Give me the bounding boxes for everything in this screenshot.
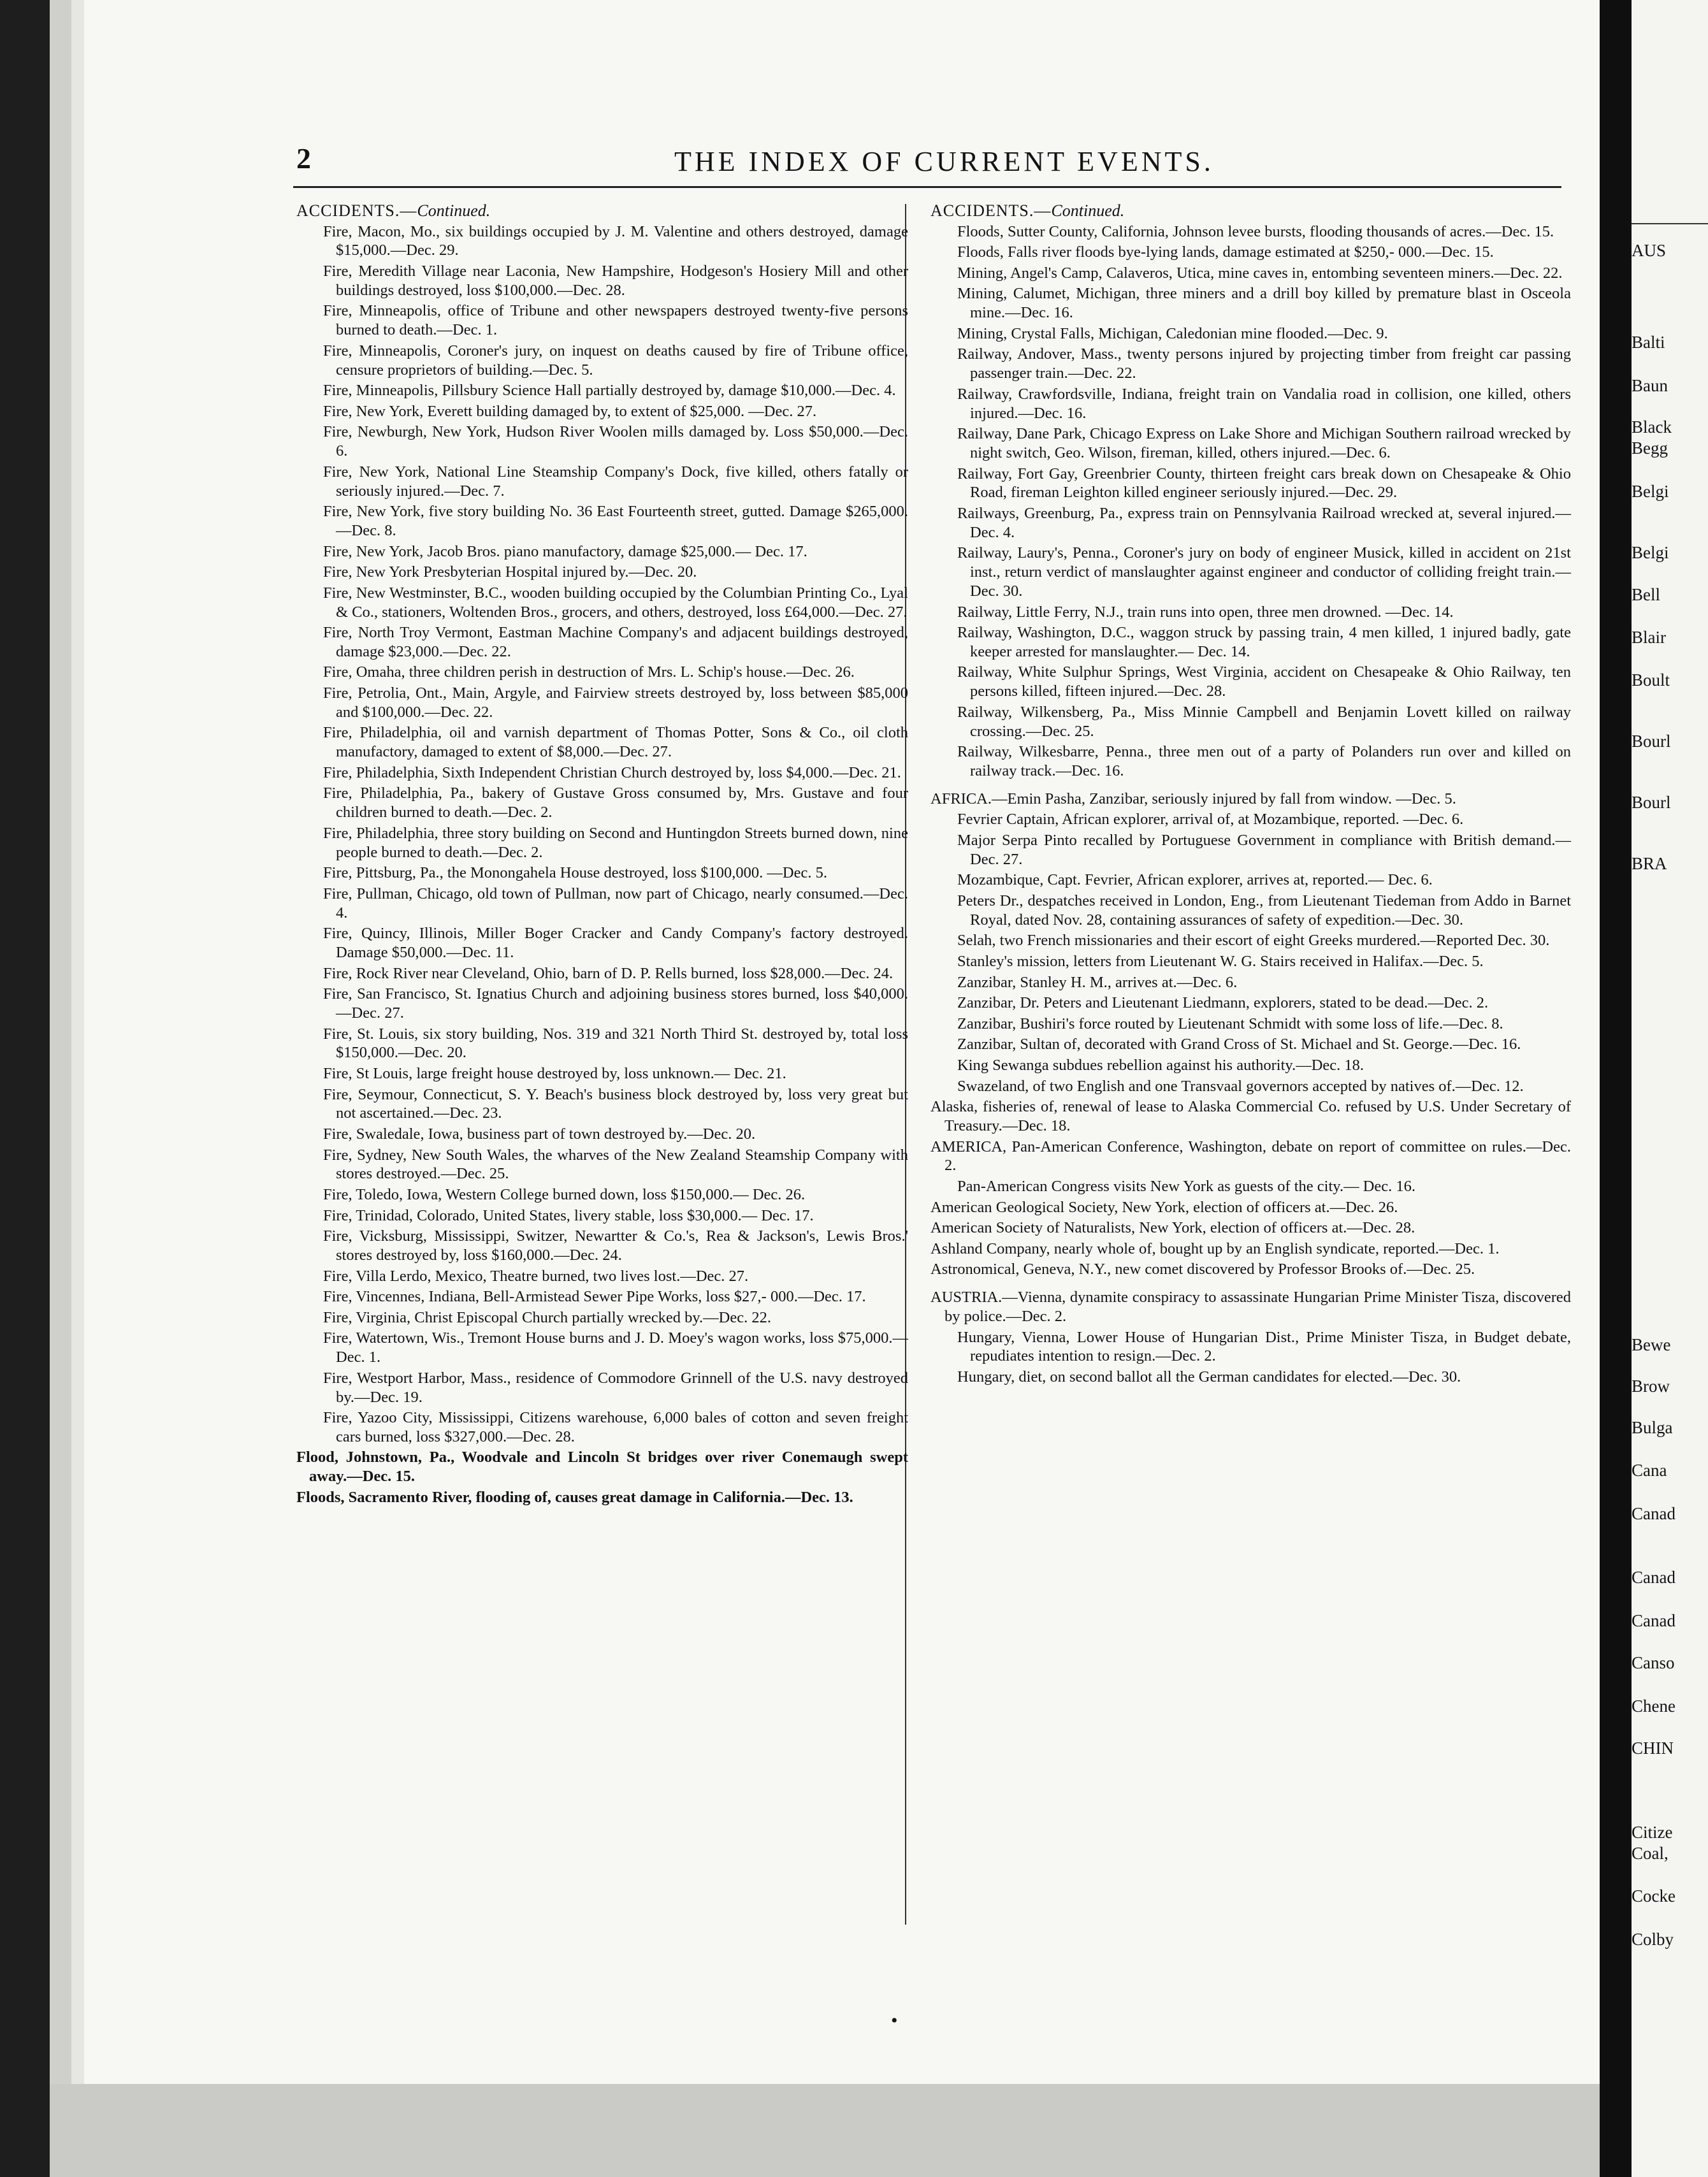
index-entry: Floods, Falls river floods bye-lying lands, damage estimated at $250,- 000.—Dec. 15.: [957, 243, 1494, 261]
next-page-text: Citize: [1632, 1823, 1673, 1842]
alaska-entry: Alaska, fisheries of, renewal of lease to Alaska Commercial Co. refused by U.S. Under Secretary of Treasury.—Dec. 18.: [930, 1098, 1571, 1134]
next-page-text: CHIN: [1632, 1739, 1674, 1758]
index-entry: King Sewanga subdues rebellion against his authority.—Dec. 18.: [957, 1056, 1364, 1074]
next-page-text: Balti: [1632, 333, 1665, 352]
index-entry: Hungary, diet, on second ballot all the German candidates for elected.—Dec. 30.: [957, 1368, 1461, 1385]
index-entry: Mining, Calumet, Michigan, three miners and a drill boy killed by premature blast in Osceola mine.—Dec. 16.: [957, 285, 1571, 322]
index-entry: Fire, New Westminster, B.C., wooden building occupied by the Columbian Printing Co., Lyal & Co., stationers, Woltenden Bros., grocers, and others, destroyed, loss £64,000.—Dec. 27.: [323, 584, 908, 621]
next-page-text: Cocke: [1632, 1886, 1675, 1906]
index-entry: Fire, Swaledale, Iowa, business part of town destroyed by.—Dec. 20.: [323, 1125, 756, 1143]
index-entry: Fire, New York, Everett building damaged by, to extent of $25,000. —Dec. 27.: [323, 402, 817, 420]
index-entry: American Geological Society, New York, election of officers at.—Dec. 26.: [930, 1198, 1398, 1216]
index-entry: Mozambique, Capt. Fevrier, African explorer, arrives at, reported.— Dec. 6.: [957, 871, 1433, 889]
index-entry: Fire, Minneapolis, Pillsbury Science Hall partially destroyed by, damage $10,000.—Dec. 4.: [323, 382, 896, 400]
index-entry: Zanzibar, Sultan of, decorated with Grand Cross of St. Michael and St. George.—Dec. 16.: [957, 1036, 1521, 1053]
index-entry: Fire, Minneapolis, Coroner's jury, on inquest on deaths caused by fire of Tribune office, censure proprietors of building.—Dec. 5.: [323, 342, 908, 379]
index-entry: Fire, New York Presbyterian Hospital injured by.—Dec. 20.: [323, 563, 697, 581]
index-entry: Fire, Watertown, Wis., Tremont House burns and J. D. Moey's wagon works, loss $75,000.—Dec. 1.: [323, 1329, 908, 1366]
index-entry: Mining, Angel's Camp, Calaveros, Utica, mine caves in, entombing seventeen miners.—Dec. 22.: [957, 264, 1563, 282]
index-entry: Mining, Crystal Falls, Michigan, Caledonian mine flooded.—Dec. 9.: [957, 324, 1388, 342]
right-column: [930, 201, 1571, 1387]
index-entry: Fire, Pullman, Chicago, old town of Pullman, now part of Chicago, nearly consumed.—Dec. 4.: [323, 885, 908, 922]
index-entry: Fire, New York, five story building No. 36 East Fourteenth street, gutted. Damage $265,000.—Dec. 8.: [323, 503, 908, 539]
index-entry: Fire, Sydney, New South Wales, the wharves of the New Zealand Steamship Company with stores destroyed.—Dec. 25.: [323, 1146, 908, 1183]
next-page-text: Bourl: [1632, 732, 1671, 751]
section-heading: [930, 201, 1571, 221]
section-title: ACCIDENTS.—: [296, 201, 417, 220]
index-entry: Floods, Sutter County, California, Johnson levee bursts, flooding thousands of acres.—Dec. 15.: [957, 222, 1554, 240]
next-page-text: Canso: [1632, 1653, 1675, 1672]
next-page-text: Brow: [1632, 1377, 1670, 1396]
next-page-text: Blair: [1632, 628, 1666, 647]
index-entry: Railway, Laury's, Penna., Coroner's jury on body of engineer Musick, killed in accident on 21st inst., return verdict of manslaughter against engineer and conductor of colliding freight train.—Dec. 30.: [957, 544, 1571, 600]
gutter-dark: [1600, 0, 1632, 2177]
binding-shadow: [71, 0, 84, 2177]
running-title: THE INDEX OF CURRENT EVENTS.: [674, 146, 1214, 177]
index-entry: Fire, Pittsburg, Pa., the Monongahela House destroyed, loss $100,000. —Dec. 5.: [323, 864, 827, 882]
next-page-text: Chene: [1632, 1696, 1675, 1716]
next-page-text: Boult: [1632, 670, 1670, 690]
next-page-text: Canad: [1632, 1611, 1675, 1630]
next-page-text: Bewe: [1632, 1335, 1671, 1354]
next-page-text: Baun: [1632, 376, 1668, 395]
index-entry: Railway, Dane Park, Chicago Express on Lake Shore and Michigan Southern railroad wrecked by night switch, Geo. Wilson, fireman, killed, others injured.—Dec. 6.: [957, 425, 1571, 461]
index-entry: Fire, Philadelphia, oil and varnish department of Thomas Potter, Sons & Co., oil cloth manufactory, damaged to extent of $8,000.—Dec. 27.: [323, 724, 908, 761]
page-number: 2: [296, 142, 311, 175]
index-entry: Swazeland, of two English and one Transvaal governors accepted by natives of.—Dec. 12.: [957, 1077, 1524, 1095]
america-heading: AMERICA, Pan-American Conference, Washington, debate on report of committee on rules.—Dec. 2.: [930, 1138, 1571, 1175]
next-page-text: Bourl: [1632, 793, 1671, 812]
index-entry: Fire, Toledo, Iowa, Western College burned down, loss $150,000.— Dec. 26.: [323, 1185, 806, 1203]
africa-heading: AFRICA.—Emin Pasha, Zanzibar, seriously injured by fall from window. —Dec. 5.: [930, 790, 1456, 807]
binding-edge: [50, 0, 71, 2177]
index-entry: Hungary, Vienna, Lower House of Hungarian Dist., Prime Minister Tisza, in Budget debate, repudiates intention to resign.—Dec. 2.: [957, 1328, 1571, 1365]
index-entry: Railway, Wilkensberg, Pa., Miss Minnie Campbell and Benjamin Lovett killed on railway crossing.—Dec. 25.: [957, 703, 1571, 740]
index-entry: Railway, Andover, Mass., twenty persons injured by projecting timber from freight car passing passenger train.—Dec. 22.: [957, 345, 1571, 382]
next-page-text: Begg: [1632, 438, 1668, 458]
next-page-text: BRA: [1632, 854, 1667, 873]
index-entry: Stanley's mission, letters from Lieutenant W. G. Stairs received in Halifax.—Dec. 5.: [957, 953, 1484, 971]
index-entry: Major Serpa Pinto recalled by Portuguese Government in compliance with British demand.—Dec. 27.: [957, 832, 1571, 868]
index-entry: Fire, Seymour, Connecticut, S. Y. Beach's business block destroyed by, loss very great but not ascertained.—Dec. 23.: [323, 1085, 908, 1122]
bottom-shadow: [50, 2084, 1624, 2177]
section-note: Continued.: [417, 201, 491, 220]
next-page-text: AUS: [1632, 241, 1667, 260]
index-entry: Fire, Yazoo City, Mississippi, Citizens warehouse, 6,000 bales of cotton and seven freight cars burned, loss $327,000.—Dec. 28.: [323, 1409, 908, 1445]
index-entry: Fire, New York, Jacob Bros. piano manufactory, damage $25,000.— Dec. 17.: [323, 542, 807, 560]
index-entry: Ashland Company, nearly whole of, bought up by an English syndicate, reported.—Dec. 1.: [930, 1240, 1500, 1257]
index-entry: Railway, White Sulphur Springs, West Virginia, accident on Chesapeake & Ohio Railway, ten persons killed, fifteen injured.—Dec. 28.: [957, 663, 1571, 700]
index-entry: Selah, two French missionaries and their escort of eight Greeks murdered.—Reported Dec. 30.: [957, 932, 1550, 950]
next-page-text: Canad: [1632, 1504, 1675, 1523]
index-entry: Pan-American Congress visits New York as guests of the city.— Dec. 16.: [957, 1177, 1416, 1195]
index-entry: Fire, San Francisco, St. Ignatius Church and adjoining business stores burned, loss $40,000.—Dec. 27.: [323, 985, 908, 1022]
next-page-text: Belgi: [1632, 482, 1669, 501]
index-entry: Fire, Rock River near Cleveland, Ohio, barn of D. P. Rells burned, loss $28,000.—Dec. 24.: [323, 964, 894, 982]
index-entry: Fire, Newburgh, New York, Hudson River Woolen mills damaged by. Loss $50,000.—Dec. 6.: [323, 423, 908, 460]
index-entry-bold: Flood, Johnstown, Pa., Woodvale and Lincoln St bridges over river Conemaugh swept away.—Dec. 15.: [296, 1449, 908, 1486]
index-entry: Astronomical, Geneva, N.Y., new comet discovered by Professor Brooks of.—Dec. 25.: [930, 1261, 1475, 1278]
section-heading: [296, 201, 908, 221]
index-entry: Fire, Vincennes, Indiana, Bell-Armistead Sewer Pipe Works, loss $27,- 000.—Dec. 17.: [323, 1288, 866, 1306]
next-page-rule: [1632, 223, 1708, 224]
index-entry: Railway, Crawfordsville, Indiana, freight train on Vandalia road in collision, one killed, others injured.—Dec. 16.: [957, 385, 1571, 422]
index-entry: Fire, Villa Lerdo, Mexico, Theatre burned, two lives lost.—Dec. 27.: [323, 1267, 749, 1285]
index-entry: Railway, Fort Gay, Greenbrier County, thirteen freight cars break down on Chesapeake & Ohio Road, fireman Leighton killed engineer seriously injured.—Dec. 29.: [957, 465, 1571, 502]
index-entry: Fire, Minneapolis, office of Tribune and other newspapers destroyed twenty-five persons burned to death.—Dec. 1.: [323, 302, 908, 339]
index-entry: Fire, Macon, Mo., six buildings occupied by J. M. Valentine and others destroyed, damage $15,000.—Dec. 29.: [323, 222, 908, 259]
index-entry: Fire, Trinidad, Colorado, United States, livery stable, loss $30,000.— Dec. 17.: [323, 1206, 814, 1224]
next-page-text: Cana: [1632, 1461, 1667, 1480]
index-entry: Fire, St Louis, large freight house destroyed by, loss unknown.— Dec. 21.: [323, 1064, 786, 1082]
index-entry: Fire, Quincy, Illinois, Miller Boger Cracker and Candy Company's factory destroyed. Damage $50,000.—Dec. 11.: [323, 925, 908, 962]
next-page-text: Coal,: [1632, 1844, 1668, 1863]
index-entry: Fire, Westport Harbor, Mass., residence of Commodore Grinnell of the U.S. navy destroyed by.—Dec. 19.: [323, 1369, 908, 1406]
next-page-text: Bulga: [1632, 1418, 1673, 1437]
section-title: ACCIDENTS.—: [930, 201, 1052, 220]
index-entry: Peters Dr., despatches received in London, Eng., from Lieutenant Tiedeman from Addo in Barnet Royal, dated Nov. 28, containing assurances of safety of expedition.—Dec. 30.: [957, 892, 1571, 929]
index-entry: Railway, Washington, D.C., waggon struck by passing train, 4 men killed, 1 injured badly, gate keeper arrested for manslaughter.— Dec. 14.: [957, 624, 1571, 660]
index-entry: Zanzibar, Dr. Peters and Lieutenant Liedmann, explorers, stated to be dead.—Dec. 2.: [957, 994, 1489, 1012]
next-page-text: Colby: [1632, 1930, 1674, 1949]
index-entry: Fire, New York, National Line Steamship Company's Dock, five killed, others fatally or seriously injured.—Dec. 7.: [323, 463, 908, 500]
index-entry: Fire, Omaha, three children perish in destruction of Mrs. L. Schip's house.—Dec. 26.: [323, 663, 855, 681]
index-entry: Railway, Little Ferry, N.J., train runs into open, three men drowned. —Dec. 14.: [957, 603, 1454, 621]
index-entry: Fire, Vicksburg, Mississippi, Switzer, Newartter & Co.'s, Rea & Jackson's, Lewis Bros.' stores destroyed by, loss $160,000.—Dec. 24.: [323, 1227, 908, 1264]
index-entry: Fire, Philadelphia, Sixth Independent Christian Church destroyed by, loss $4,000.—Dec. 21.: [323, 763, 901, 781]
austria-heading: AUSTRIA.—Vienna, dynamite conspiracy to assassinate Hungarian Prime Minister Tisza, discovered by police.—Dec. 2.: [930, 1289, 1571, 1325]
ink-dot: •: [891, 2010, 898, 2031]
index-entry: Railway, Wilkesbarre, Penna., three men out of a party of Polanders run over and killed on railway track.—Dec. 16.: [957, 743, 1571, 780]
next-page-text: Belgi: [1632, 543, 1669, 562]
index-entry: Fire, St. Louis, six story building, Nos. 319 and 321 North Third St. destroyed by, total loss $150,000.—Dec. 20.: [323, 1025, 908, 1062]
next-page-text: Bell: [1632, 585, 1660, 604]
index-entry-bold: Floods, Sacramento River, flooding of, causes great damage in California.—Dec. 13.: [296, 1488, 853, 1506]
index-entry: Zanzibar, Stanley H. M., arrives at.—Dec. 6.: [957, 973, 1238, 991]
index-entry: Fire, Philadelphia, three story building on Second and Huntingdon Streets burned down, nine people burned to death.—Dec. 2.: [323, 824, 908, 861]
header-rule: [293, 186, 1561, 188]
index-entry: Fire, Meredith Village near Laconia, New Hampshire, Hodgeson's Hosiery Mill and other buildings destroyed, loss $100,000.—Dec. 28.: [323, 262, 908, 299]
next-page-text: Canad: [1632, 1568, 1675, 1587]
next-page-text: Black: [1632, 417, 1672, 437]
index-entry: Railways, Greenburg, Pa., express train on Pennsylvania Railroad wrecked at, several injured.—Dec. 4.: [957, 504, 1571, 541]
index-entry: American Society of Naturalists, New York, election of officers at.—Dec. 28.: [930, 1219, 1415, 1237]
section-note: Continued.: [1051, 201, 1125, 220]
index-entry: Zanzibar, Bushiri's force routed by Lieutenant Schmidt with some loss of life.—Dec. 8.: [957, 1015, 1503, 1032]
index-entry: Fevrier Captain, African explorer, arrival of, at Mozambique, reported. —Dec. 6.: [957, 811, 1464, 828]
index-entry: Fire, Petrolia, Ont., Main, Argyle, and Fairview streets destroyed by, loss between $85,000 and $100,000.—Dec. 22.: [323, 684, 908, 721]
index-entry: Fire, Virginia, Christ Episcopal Church partially wrecked by.—Dec. 22.: [323, 1308, 771, 1326]
index-entry: Fire, Philadelphia, Pa., bakery of Gustave Gross consumed by, Mrs. Gustave and four children burned to death.—Dec. 2.: [323, 785, 908, 821]
index-entry: Fire, North Troy Vermont, Eastman Machine Company's and adjacent buildings destroyed, damage $23,000.—Dec. 22.: [323, 624, 908, 660]
left-column: [296, 201, 908, 1507]
next-page-fragment: [1632, 0, 1708, 2177]
